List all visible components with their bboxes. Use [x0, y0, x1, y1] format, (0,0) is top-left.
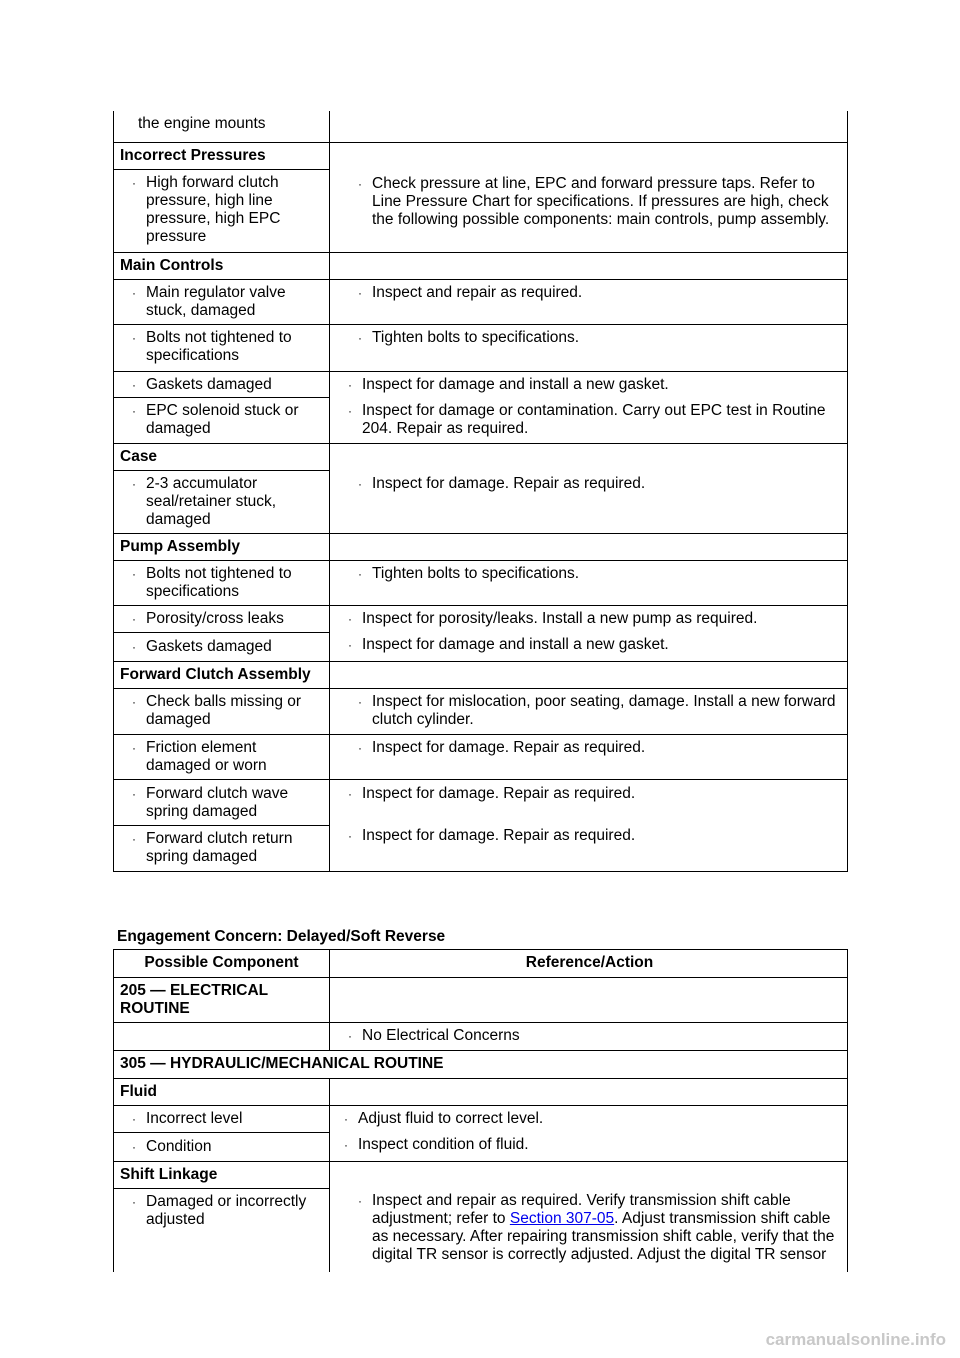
table-row-group: [114, 372, 847, 444]
cell-component: · Main regulator valve stuck, damaged: [114, 280, 330, 324]
cell-action: · Inspect for damage and install a new gasket.: [348, 636, 669, 653]
cell-action: · Adjust fluid to correct level.: [344, 1110, 544, 1127]
cell-component: · Forward clutch wave spring damaged: [114, 780, 329, 826]
cell-component: · Condition: [132, 1138, 212, 1155]
table-row-group: [114, 1162, 847, 1272]
cell-action: · Inspect for damage or contamination. Carry out EPC test in Routine 204. Repair as required.: [348, 402, 826, 437]
table-row-group: [114, 606, 847, 662]
section-heading: Fluid: [114, 1079, 330, 1105]
table-row: [114, 280, 847, 325]
cell-component: · Damaged or incorrectly adjusted: [132, 1193, 307, 1228]
table-row: [114, 1079, 847, 1106]
table-row: [114, 561, 847, 606]
cell-action: [330, 111, 847, 142]
cell-component: · Gaskets damaged: [114, 372, 329, 398]
section-heading: 305 — HYDRAULIC/MECHANICAL ROUTINE: [120, 1055, 444, 1072]
table-title: Engagement Concern: Delayed/Soft Reverse: [117, 928, 446, 945]
cell-component: · Gaskets damaged: [132, 638, 272, 655]
cell-action: · Inspect for damage. Repair as required.: [358, 739, 646, 756]
cell-component: the engine mounts: [114, 111, 330, 142]
cell-action: · No Electrical Concerns: [348, 1027, 520, 1044]
table-row-group: [114, 780, 847, 872]
column-header: Reference/Action: [525, 954, 654, 971]
table-row-group: [114, 444, 847, 534]
section-heading: 205 — ELECTRICAL ROUTINE: [114, 978, 330, 1022]
cell-component: · Forward clutch return spring damaged: [132, 830, 293, 865]
cell-component: [114, 1023, 330, 1050]
section-heading: Shift Linkage: [114, 1162, 329, 1189]
cell-component: · Porosity/cross leaks: [114, 606, 329, 633]
cell-component: · High forward clutch pressure, high line pressure, high EPC pressure: [132, 174, 281, 245]
table-header-row: [114, 950, 847, 978]
cell-component: · Bolts not tightened to specifications: [114, 561, 330, 605]
cell-action: · Inspect for damage. Repair as required.: [348, 827, 636, 844]
cell-component: · Bolts not tightened to specifications: [114, 325, 330, 371]
diagnosis-table-continued: [113, 111, 848, 872]
table-row: [114, 662, 847, 689]
table-row: [114, 325, 847, 372]
cell-action: · Inspect for damage. Repair as required.: [358, 475, 646, 492]
cell-component: · Check balls missing or damaged: [114, 689, 330, 734]
section-heading: Main Controls: [114, 253, 330, 279]
cell-action: · Check pressure at line, EPC and forward pressure taps. Refer to Line Pressure Chart for specifications. If pressures are high, check the following possible components: main controls, pump assembly.: [358, 175, 830, 228]
cell-action: · Inspect for damage. Repair as required.: [348, 785, 636, 802]
table-row: [114, 253, 847, 280]
cell-component: · Incorrect level: [114, 1106, 329, 1133]
cell-action: · Inspect condition of fluid.: [344, 1136, 529, 1153]
section-307-05-link[interactable]: Section 307-05: [509, 1210, 615, 1227]
section-heading: Pump Assembly: [114, 534, 330, 560]
cell-action: · Inspect and repair as required. Verify transmission shift cable adjustment; refer to Section 307-05. Adjust transmission shift cable as necessary. After repairing transmission shift cable, verify that the digital TR sensor is correctly adjusted. Adjust the digital TR sensor: [358, 1192, 835, 1263]
cell-action: · Inspect for damage and install a new gasket.: [348, 376, 669, 393]
table-row-group: [114, 143, 847, 253]
cell-action: · Inspect for mislocation, poor seating, damage. Install a new forward clutch cylinder.: [358, 693, 836, 728]
cell-component: · Friction element damaged or worn: [114, 735, 330, 779]
section-heading: Incorrect Pressures: [114, 143, 329, 170]
table-row: [114, 1051, 847, 1079]
section-heading: Forward Clutch Assembly: [114, 662, 330, 688]
section-heading: Case: [114, 444, 329, 471]
table-row: [114, 689, 847, 735]
cell-action: · Inspect and repair as required.: [358, 284, 583, 301]
cell-action: · Tighten bolts to specifications.: [358, 565, 580, 582]
table-row: [114, 111, 847, 143]
table-row: [114, 1023, 847, 1051]
cell-component: · 2-3 accumulator seal/retainer stuck, damaged: [132, 475, 277, 528]
table-row: [114, 978, 847, 1023]
table-row-group: [114, 1106, 847, 1162]
watermark: carmanualsonline.info: [765, 1330, 946, 1349]
table-row: [114, 735, 847, 780]
cell-component: · EPC solenoid stuck or damaged: [132, 402, 299, 437]
cell-action: · Inspect for porosity/leaks. Install a new pump as required.: [348, 610, 758, 627]
table-row: [114, 534, 847, 561]
diagnosis-table: [113, 949, 848, 1272]
column-header: Possible Component: [114, 950, 330, 977]
cell-action: · Tighten bolts to specifications.: [358, 329, 580, 346]
